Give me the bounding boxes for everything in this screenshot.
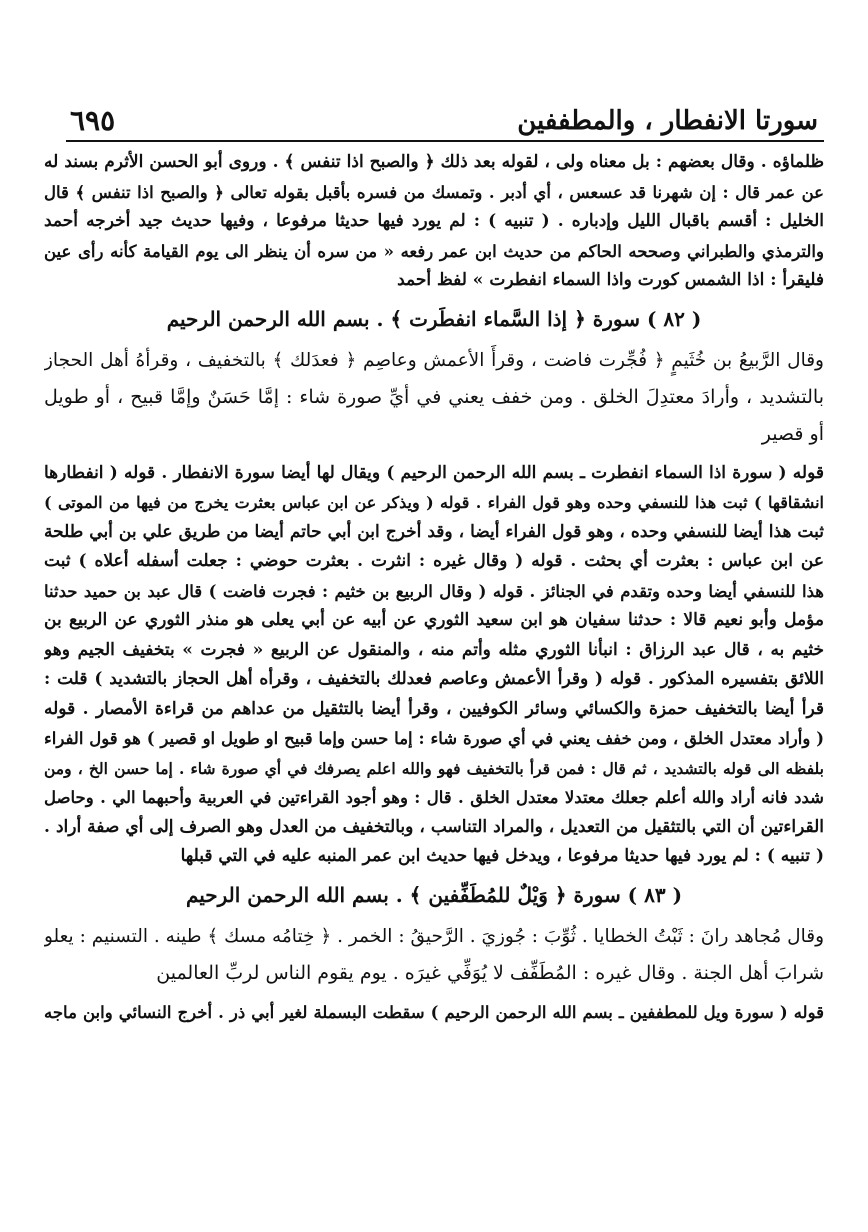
- commentary-paragraph-2: [44, 459, 824, 872]
- text-line: وقال مُجاهد رانَ : ثَبْتُ الخطايا . ثُوِّبَ : جُوزيَ . الرَّحيقُ : الخمر . ﴿ خِتامُه مسك ﴾ طينه . التسنيم : يعلو: [44, 925, 824, 947]
- bukhari-text-82: [44, 342, 824, 453]
- text-line: وقال الرَّبيعُ بن خُثَيمٍ ﴿ فُجِّرت فاضت ، وقرأَ الأعمش وعاصِم ﴿ فعدَلك ﴾ بالتخفيف ، وقرأهُ أهل الحجاز: [44, 349, 824, 371]
- text-line: قرأ أيضا بالتخفيف حمزة والكسائي وسائر الكوفيين ، وقرأ أيضا بالتثقيل من عداهم من قراءة الأمصار . قوله: [44, 698, 824, 719]
- commentary-paragraph-1: [44, 148, 824, 296]
- header-rule: [66, 140, 824, 142]
- text-line: هذا للنسفي أيضا وحده وتقدم في الجنائز . قوله ( وقال الربيع بن خثيم : فجرت فاضت ) قال عبد بن حميد حدثنا: [44, 581, 824, 601]
- text-line: انشقاقها ) ثبت هذا للنسفي وحده وهو قول الفراء . قوله ( ويذكر عن ابن عباس بعثرت يخرج من فيها من الموتى ): [44, 493, 824, 512]
- text-line: خثيم به ، قال عبد الرزاق : انبأنا الثوري مثله وأتم منه ، والمنقول عن الربيع « فجرت » بتخفيف الجيم وهو: [44, 639, 824, 660]
- text-line: ظلماؤه . وقال بعضهم : بل معناه ولى ، لقوله بعد ذلك ﴿ والصبح اذا تنفس ﴾ . وروى أبو الحسن الأثرم بسند له: [44, 152, 824, 172]
- text-line: اللائق بتفسيره المذكور . قوله ( وقرأ الأعمش وعاصم فعدلك بالتخفيف ، وقرأه أهل الحجاز بالتشديد ) قلت :: [44, 669, 824, 689]
- running-title: سورتا الانفطار ، والمطففين: [517, 106, 818, 136]
- text-line: فليقرأ : اذا الشمس كورت واذا السماء انفطرت » لفظ أحمد: [397, 270, 824, 290]
- page-number: ٦٩٥: [70, 104, 116, 137]
- text-line: والترمذي والطبراني وصححه الحاكم من حديث ابن عمر رفعه « من سره أن ينظر الى يوم القيامة كأنه رأى عين: [44, 241, 824, 261]
- bukhari-text-83: [44, 918, 824, 992]
- surah-83-heading: ( ٨٣ ) سورة ﴿ وَيْلٌ للمُطَفِّفين ﴾ . بسم الله الرحمن الرحيم: [185, 882, 683, 907]
- text-line: قوله ( سورة اذا السماء انفطرت ـ بسم الله الرحمن الرحيم ) ويقال لها أيضا سورة الانفطار . قوله ( انفطارها: [44, 462, 824, 483]
- commentary-paragraph-3: [44, 998, 824, 1028]
- text-line: مؤمل وأبو نعيم قالا : حدثنا سفيان هو ابن سعيد الثوري عن أبيه عن أبي يعلى هو منذر الثوري عن الربيع بن: [44, 610, 824, 630]
- surah-82-heading: ( ٨٢ ) سورة ﴿ إذا السَّماء انفطَرت ﴾ . بسم الله الرحمن الرحيم: [166, 306, 702, 331]
- text-line: ثبت هذا أيضا للنسفي وحده ، وهو قول الفراء أيضا ، وقد أخرج ابن أبي حاتم أيضا من طريق علي بن أبي طلحة: [44, 521, 824, 542]
- text-line: ( تنبيه ) : لم يورد فيها حديثا مرفوعا ، ويدخل فيها حديث ابن عمر المنبه عليه في التي قبلها: [180, 846, 824, 866]
- text-line: ( وأراد معتدل الخلق ، ومن خفف يعني في أي صورة شاء : إما حسن وإما قبيح او طويل او قصير ) هو قول الفراء: [44, 729, 824, 748]
- text-line: عن ابن عباس : بعثرت أي بحثت . قوله ( وقال غيره : انثرت . بعثرت حوضي : جعلت أسفله أعلاه ) ثبت: [44, 551, 824, 571]
- text-line: شدد فانه أراد والله أعلم جعلك معتدلا معتدل الخلق . قال : وهو أجود القراءتين في العربية وأحبهما الي . وحاصل: [44, 788, 824, 807]
- text-line: الخليل : أقسم باقبال الليل وإدباره . ( تنبيه ) : لم يورد فيها حديثا مرفوعا ، وفيها حديث جيد أخرجه أحمد: [44, 211, 824, 231]
- text-line: أو قصير: [761, 422, 824, 445]
- text-line: عن عمر قال : إن شهرنا قد عسعس ، أي أدبر . وتمسك من فسره بأقبل بقوله تعالى ﴿ والصبح اذا تنفس ﴾ قال: [44, 182, 824, 202]
- text-line: بلفظه الى قوله بالتشديد ، ثم قال : فمن قرأ بالتخفيف فهو والله اعلم يصرفك في أي صورة شاء . إما حسن الخ ، ومن: [44, 758, 824, 778]
- text-line: بالتشديد ، وأرادَ معتدِلَ الخلق . ومن خفف يعني في أيِّ صورة شاء : إمَّا حَسَنٌ وإمَّا قبيح ، أو طويل: [44, 385, 824, 408]
- text-line: شرابَ أهل الجنة . وقال غيره : المُطَفِّف لا يُوَفِّي غيرَه . يوم يقوم الناس لربِّ العالمين: [156, 961, 824, 984]
- text-line: القراءتين أن التي بالتثقيل من التعديل ، والمراد التناسب ، وبالتخفيف من العدل وهو الصرف إلى أي صفة أراد .: [44, 816, 824, 837]
- page-header: [70, 96, 818, 136]
- text-line: قوله ( سورة ويل للمطففين ـ بسم الله الرحمن الرحيم ) سقطت البسملة لغير أبي ذر . أخرج النسائي وابن ماجه: [44, 1002, 824, 1022]
- page-body: [44, 148, 824, 1027]
